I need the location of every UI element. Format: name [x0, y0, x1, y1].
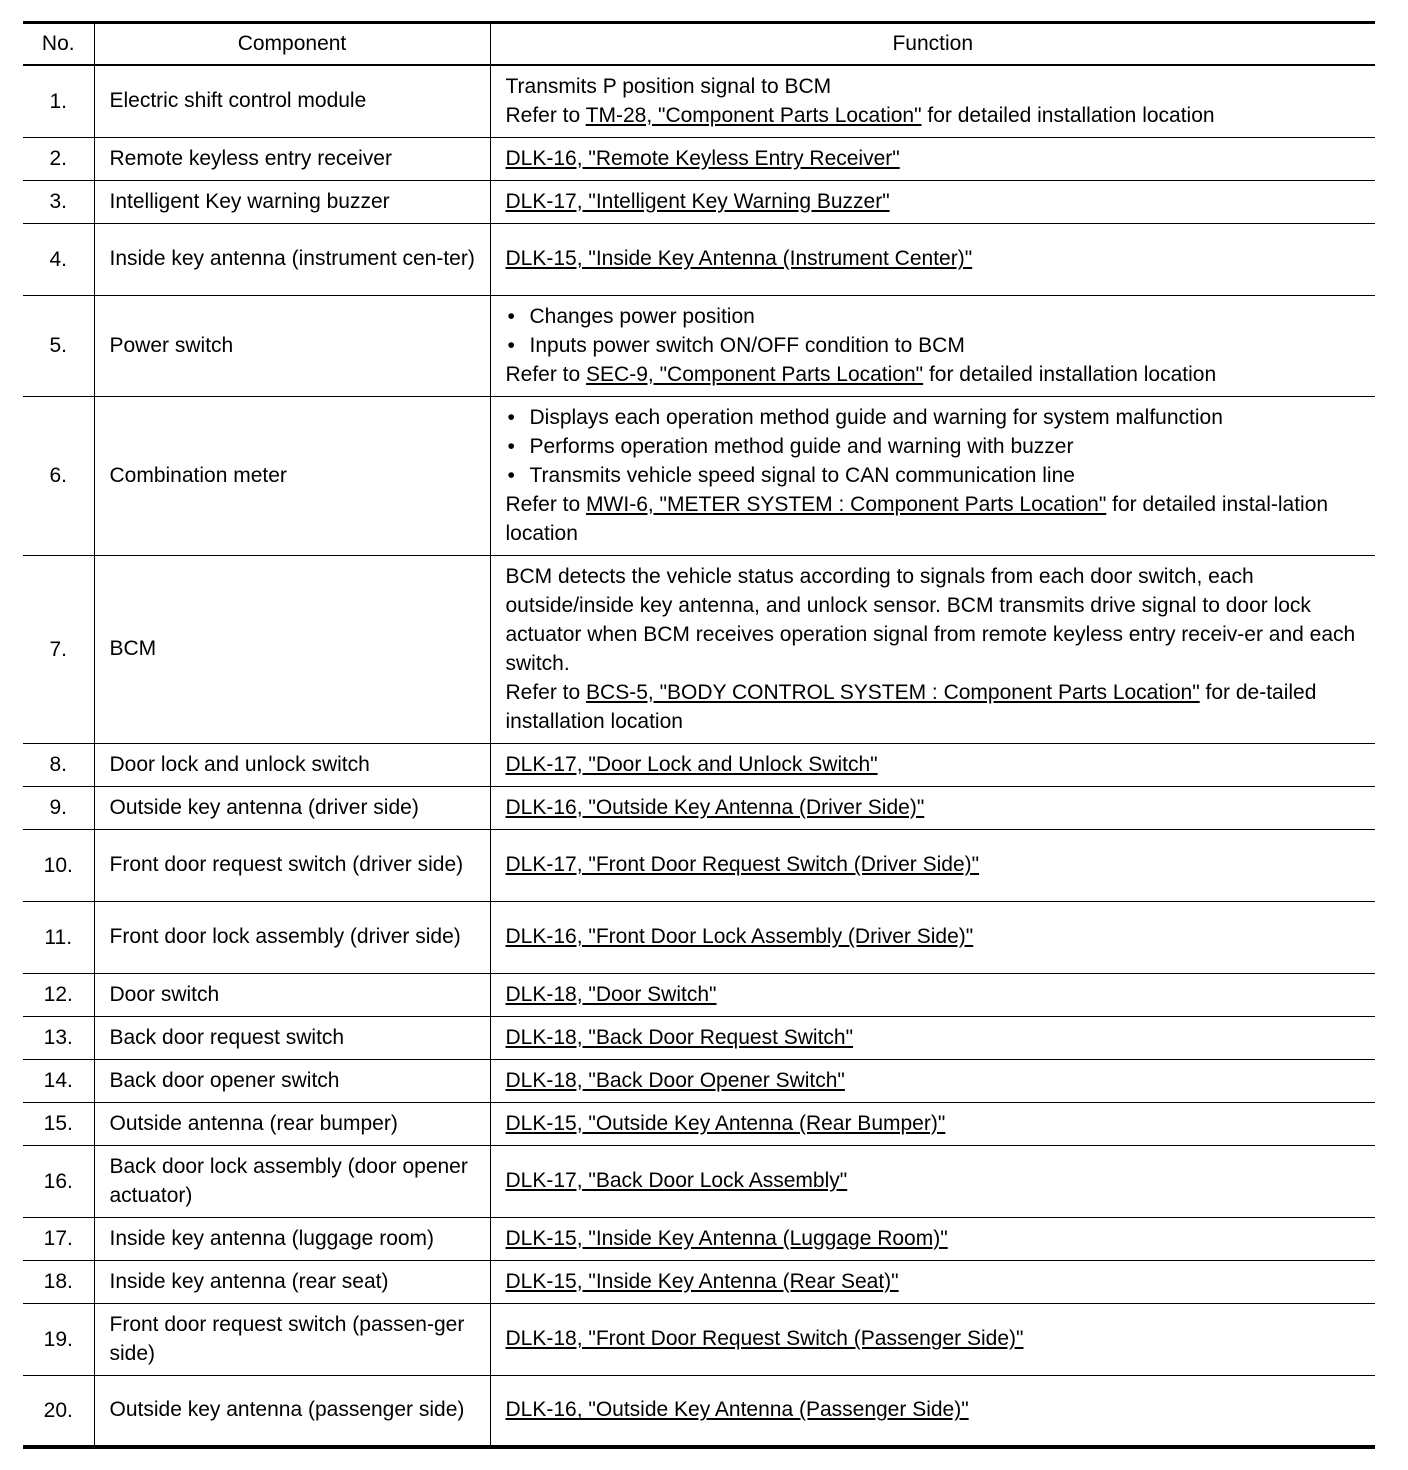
reference-line	[506, 101, 1368, 130]
row-number: 12.	[43, 983, 73, 1006]
component-name: Door switch	[94, 973, 490, 1016]
reference-link[interactable]: DLK-16, "Outside Key Antenna (Passenger Side)"	[505, 1398, 969, 1422]
table-row	[23, 1102, 1375, 1145]
function-cell	[490, 901, 1375, 973]
function-text: BCM detects the vehicle status according to signals from each door switch, each outside/inside key antenna, and unlock sensor. BCM transmits drive signal to door lock actuator when BCM receives operation signal from remote keyless entry receiv-er and each switch.	[505, 564, 1356, 675]
header-no: No.	[41, 32, 75, 55]
reference-prefix: Refer to	[505, 103, 586, 127]
component-name: BCM	[94, 555, 490, 743]
row-number: 19.	[43, 1327, 73, 1351]
component-name: Outside antenna (rear bumper)	[94, 1102, 490, 1145]
reference-link[interactable]: DLK-18, "Door Switch"	[505, 982, 717, 1006]
reference-link[interactable]: SEC-9, "Component Parts Location"	[586, 362, 924, 386]
header-function: Function	[490, 23, 1375, 66]
component-name: Intelligent Key warning buzzer	[94, 180, 490, 223]
reference-link[interactable]: DLK-17, "Intelligent Key Warning Buzzer"	[505, 189, 890, 213]
reference-link[interactable]: DLK-16, "Outside Key Antenna (Driver Side)"	[505, 795, 925, 819]
reference-link[interactable]: DLK-15, "Inside Key Antenna (Instrument Center)"	[505, 247, 973, 270]
component-name: Back door request switch	[94, 1016, 490, 1059]
row-number: 2.	[49, 147, 67, 170]
table-row	[23, 396, 1375, 555]
component-name: Outside key antenna (driver side)	[94, 786, 490, 829]
row-number: 11.	[44, 925, 73, 949]
reference-link[interactable]: DLK-18, "Front Door Request Switch (Passenger Side)"	[505, 1327, 1024, 1350]
reference-link[interactable]: DLK-18, "Back Door Request Switch"	[505, 1025, 854, 1049]
function-cell	[490, 743, 1375, 786]
row-number: 8.	[49, 753, 67, 776]
component-name: Inside key antenna (rear seat)	[94, 1260, 490, 1303]
row-number: 1.	[49, 89, 67, 113]
component-name: Front door request switch (passen-ger side)	[94, 1303, 490, 1375]
bullet-item: • Transmits vehicle speed signal to CAN communication line	[506, 461, 1368, 490]
reference-line	[506, 360, 1368, 389]
component-name: Electric shift control module	[94, 65, 490, 137]
table-row	[23, 1016, 1375, 1059]
component-name: Power switch	[94, 295, 490, 396]
reference-suffix: for detailed installation location	[923, 362, 1217, 386]
row-number: 4.	[49, 247, 67, 271]
function-cell	[490, 1260, 1375, 1303]
reference-link[interactable]: DLK-17, "Back Door Lock Assembly"	[505, 1169, 848, 1192]
bullet-item: • Displays each operation method guide and warning for system malfunction	[506, 403, 1368, 432]
table-row	[23, 137, 1375, 180]
table-row	[23, 1059, 1375, 1102]
component-name: Back door lock assembly (door opener actuator)	[94, 1145, 490, 1217]
function-cell	[490, 1102, 1375, 1145]
component-name: Inside key antenna (instrument cen-ter)	[94, 223, 490, 295]
function-cell	[490, 1059, 1375, 1102]
table-row	[23, 786, 1375, 829]
function-cell	[490, 396, 1375, 555]
function-cell	[490, 555, 1375, 743]
row-number: 3.	[49, 190, 67, 213]
row-number: 18.	[43, 1270, 73, 1293]
component-name: Combination meter	[94, 396, 490, 555]
component-name: Outside key antenna (passenger side)	[94, 1375, 490, 1447]
function-cell	[490, 65, 1375, 137]
function-cell	[490, 1016, 1375, 1059]
function-cell	[490, 973, 1375, 1016]
reference-link[interactable]: DLK-17, "Front Door Request Switch (Driver Side)"	[505, 853, 980, 876]
table-row	[23, 829, 1375, 901]
function-cell	[490, 786, 1375, 829]
component-name: Front door request switch (driver side)	[94, 829, 490, 901]
table-row	[23, 1145, 1375, 1217]
component-name: Back door opener switch	[94, 1059, 490, 1102]
reference-link[interactable]: DLK-16, "Remote Keyless Entry Receiver"	[505, 146, 900, 170]
table-row	[23, 1375, 1375, 1447]
reference-suffix: for de-tailed installation location	[505, 680, 1317, 733]
component-name: Remote keyless entry receiver	[94, 137, 490, 180]
table-row	[23, 180, 1375, 223]
reference-prefix: Refer to	[505, 362, 587, 386]
function-cell	[490, 223, 1375, 295]
table-row	[23, 901, 1375, 973]
component-parts-table	[23, 21, 1375, 1449]
reference-link[interactable]: DLK-18, "Back Door Opener Switch"	[505, 1068, 845, 1092]
header-component: Component	[94, 23, 490, 66]
table-row	[23, 743, 1375, 786]
function-cell	[490, 1145, 1375, 1217]
table-row	[23, 295, 1375, 396]
row-number: 20.	[43, 1398, 73, 1422]
reference-link[interactable]: BCS-5, "BODY CONTROL SYSTEM : Component Parts Location"	[586, 680, 1200, 704]
reference-link[interactable]: DLK-16, "Front Door Lock Assembly (Driver Side)"	[505, 925, 974, 948]
row-number: 17.	[43, 1227, 73, 1250]
reference-link[interactable]: DLK-17, "Door Lock and Unlock Switch"	[505, 752, 878, 776]
function-cell	[490, 1303, 1375, 1375]
row-number: 7.	[49, 637, 67, 661]
reference-link[interactable]: DLK-15, "Inside Key Antenna (Luggage Room)"	[505, 1226, 948, 1250]
reference-suffix: for detailed installation location	[921, 103, 1215, 127]
reference-line	[506, 678, 1368, 736]
reference-link[interactable]: DLK-15, "Outside Key Antenna (Rear Bumper)"	[505, 1111, 946, 1135]
table-row	[23, 1260, 1375, 1303]
reference-suffix: for detailed instal-lation location	[505, 492, 1329, 545]
row-number: 9.	[49, 796, 67, 819]
component-name: Front door lock assembly (driver side)	[94, 901, 490, 973]
bullet-item: • Performs operation method guide and warning with buzzer	[506, 432, 1368, 461]
row-number: 16.	[43, 1169, 73, 1193]
table-row	[23, 65, 1375, 137]
header-row	[23, 23, 1375, 66]
table-row	[23, 973, 1375, 1016]
reference-link[interactable]: MWI-6, "METER SYSTEM : Component Parts Location"	[586, 492, 1107, 516]
table-row	[23, 1217, 1375, 1260]
bullet-item: • Changes power position	[506, 302, 1368, 331]
function-cell	[490, 180, 1375, 223]
reference-link[interactable]: DLK-15, "Inside Key Antenna (Rear Seat)"	[505, 1269, 899, 1293]
row-number: 6.	[49, 464, 67, 487]
bullet-item: • Inputs power switch ON/OFF condition to BCM	[506, 331, 1368, 360]
function-cell	[490, 1217, 1375, 1260]
function-cell	[490, 829, 1375, 901]
table-row	[23, 1303, 1375, 1375]
component-name: Door lock and unlock switch	[94, 743, 490, 786]
row-number: 5.	[49, 334, 67, 357]
row-number: 13.	[43, 1026, 73, 1049]
reference-prefix: Refer to	[505, 680, 587, 704]
component-name: Inside key antenna (luggage room)	[94, 1217, 490, 1260]
function-cell	[490, 1375, 1375, 1447]
reference-prefix: Refer to	[505, 492, 587, 516]
function-cell	[490, 137, 1375, 180]
reference-link[interactable]: TM-28, "Component Parts Location"	[585, 103, 922, 127]
row-number: 14.	[43, 1069, 73, 1092]
table-row	[23, 223, 1375, 295]
function-text: Transmits P position signal to BCM	[505, 74, 832, 98]
row-number: 10.	[43, 853, 73, 877]
table-row	[23, 555, 1375, 743]
reference-line	[506, 490, 1368, 548]
function-cell	[490, 295, 1375, 396]
row-number: 15.	[43, 1112, 73, 1135]
